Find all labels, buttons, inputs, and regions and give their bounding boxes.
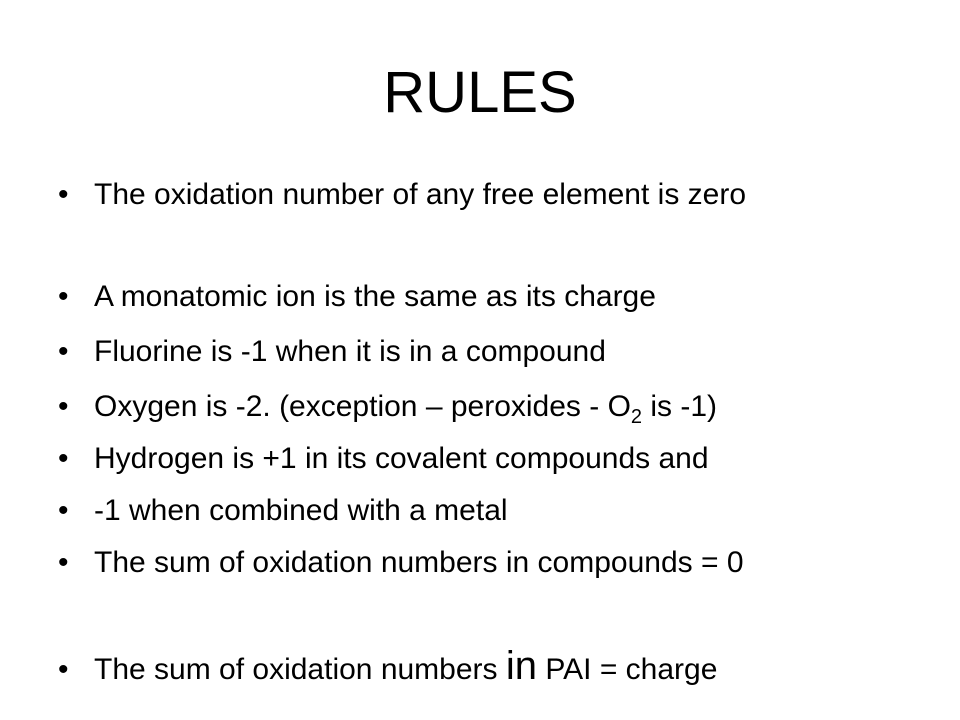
bullet-text: The oxidation number of any free element is zero bbox=[94, 178, 747, 211]
bullet-text: Fluorine is -1 when it is in a compound bbox=[94, 335, 606, 368]
bullet-item bbox=[58, 176, 868, 214]
bullet-text: A monatomic ion is the same as its charge bbox=[94, 280, 656, 313]
bullet-dot: • bbox=[58, 546, 69, 579]
bullet-dot: • bbox=[58, 178, 69, 211]
bullet-dot: • bbox=[58, 442, 69, 475]
bullet-dot: • bbox=[58, 335, 69, 368]
bullet-text-part: is -1) bbox=[642, 390, 718, 423]
bullet-item bbox=[58, 644, 868, 689]
bullet-dot: • bbox=[58, 390, 69, 423]
bullet-dot: • bbox=[58, 280, 69, 313]
bullet-text bbox=[94, 388, 868, 426]
bullet-item bbox=[58, 388, 868, 426]
bullet-item bbox=[58, 278, 868, 316]
bullet-item bbox=[58, 440, 868, 478]
bullet-text: The sum of oxidation numbers in compounds = 0 bbox=[94, 546, 744, 579]
bullet-dot: • bbox=[58, 494, 69, 527]
bullet-text-part: PAI = charge bbox=[537, 653, 718, 686]
bullet-text: Hydrogen is +1 in its covalent compounds and bbox=[94, 442, 709, 475]
bullet-text-part: Oxygen is -2. (exception – peroxides - O bbox=[94, 390, 631, 423]
bullet-text-part: The sum of oxidation numbers bbox=[94, 653, 506, 686]
bullet-item bbox=[58, 492, 868, 530]
subscript: 2 bbox=[630, 406, 643, 428]
bullet-item bbox=[58, 333, 868, 371]
bullet-item bbox=[58, 544, 868, 582]
bullet-dot: • bbox=[58, 653, 69, 686]
bullet-text bbox=[94, 644, 868, 689]
bullet-text: -1 when combined with a metal bbox=[94, 494, 508, 527]
slide-title: RULES bbox=[383, 60, 577, 125]
bullet-text-emphasis: in bbox=[505, 644, 538, 688]
